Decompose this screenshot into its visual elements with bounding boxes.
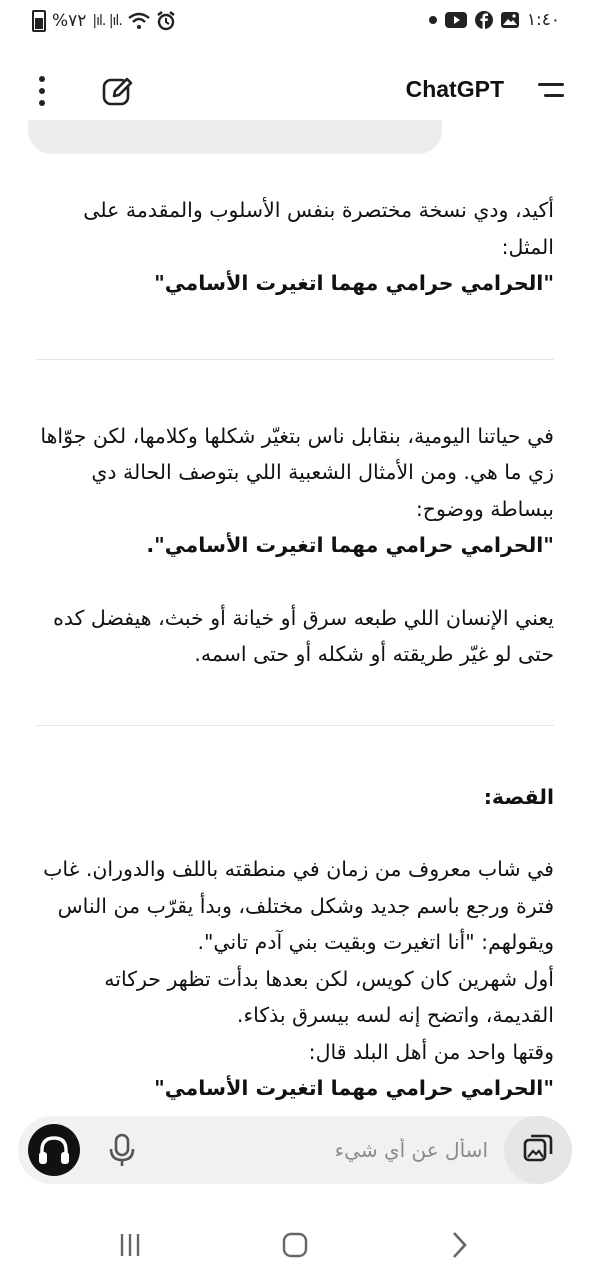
battery-icon bbox=[32, 10, 46, 32]
alarm-icon bbox=[156, 11, 176, 31]
user-message-bubble bbox=[28, 120, 442, 154]
composer bbox=[18, 1116, 572, 1184]
wifi-icon bbox=[128, 12, 150, 30]
attach-button[interactable] bbox=[504, 1116, 572, 1184]
story-paragraph-2: أول شهرين كان كويس، لكن بعدها بدأت تظهر حركاته القديمة، واتضح إنه لسه بيسرق بذكاء. bbox=[104, 966, 554, 1027]
status-right bbox=[429, 10, 560, 30]
gallery-icon bbox=[501, 12, 519, 28]
status-bar bbox=[0, 0, 590, 44]
story-paragraph-1: في شاب معروف من زمان في منطقته باللف والدوران. غاب فترة ورجع باسم جديد وشكل مختلف، وبدأ يقرّب من الناس ويقولهم: "أنا اتغيرت وبقيت بني آدم تاني". bbox=[43, 857, 554, 954]
images-icon bbox=[504, 1116, 572, 1184]
more-options-button[interactable] bbox=[30, 74, 54, 110]
paragraph-1-quote: "الحرامي حرامي مهما اتغيرت الأسامي". bbox=[146, 533, 554, 557]
story-paragraph-3: وقتها واحد من أهل البلد قال: bbox=[308, 1039, 554, 1064]
battery-level: %٧٢ bbox=[52, 11, 87, 31]
paragraph-2: يعني الإنسان اللي طبعه سرق أو خيانة أو خبث، هيفضل كده حتى لو غيّر طريقته أو شكله أو حتى اسمه. bbox=[53, 605, 554, 666]
youtube-icon bbox=[445, 12, 467, 28]
message-input[interactable] bbox=[158, 1116, 488, 1184]
intro-quote: "الحرامي حرامي مهما اتغيرت الأسامي" bbox=[154, 271, 554, 295]
clock: ١:٤٠ bbox=[526, 10, 560, 30]
notification-dot-icon bbox=[429, 16, 437, 24]
home-icon[interactable] bbox=[282, 1232, 308, 1258]
story-heading: القصة: bbox=[483, 784, 554, 809]
status-left bbox=[32, 10, 176, 32]
new-chat-icon[interactable] bbox=[100, 74, 136, 110]
story-paragraph-4: "الحرامي حرامي مهما اتغيرت الأسامي" bbox=[154, 1076, 554, 1100]
recent-apps-icon[interactable] bbox=[116, 1232, 144, 1258]
intro-line: أكيد، ودي نسخة مختصرة بنفس الأسلوب والمقدمة على المثل: bbox=[83, 198, 554, 259]
paragraph-1: في حياتنا اليومية، بنقابل ناس بتغيّر شكلها وكلامها، لكن جوّاها زي ما هي. ومن الأمثال الشعبية اللي بتوصف الحالة دي ببساطة ووضوح: bbox=[40, 423, 554, 521]
facebook-icon bbox=[475, 11, 493, 29]
app-title: ChatGPT bbox=[405, 76, 504, 102]
menu-icon[interactable] bbox=[534, 77, 564, 105]
headphones-icon bbox=[28, 1124, 80, 1176]
back-icon[interactable] bbox=[448, 1230, 470, 1260]
signal-icon: |ıl. |ıl. bbox=[92, 13, 122, 29]
assistant-message bbox=[36, 150, 554, 1100]
system-navigation-bar bbox=[0, 1212, 590, 1280]
voice-mode-button[interactable] bbox=[28, 1124, 80, 1176]
microphone-icon[interactable] bbox=[104, 1132, 140, 1168]
